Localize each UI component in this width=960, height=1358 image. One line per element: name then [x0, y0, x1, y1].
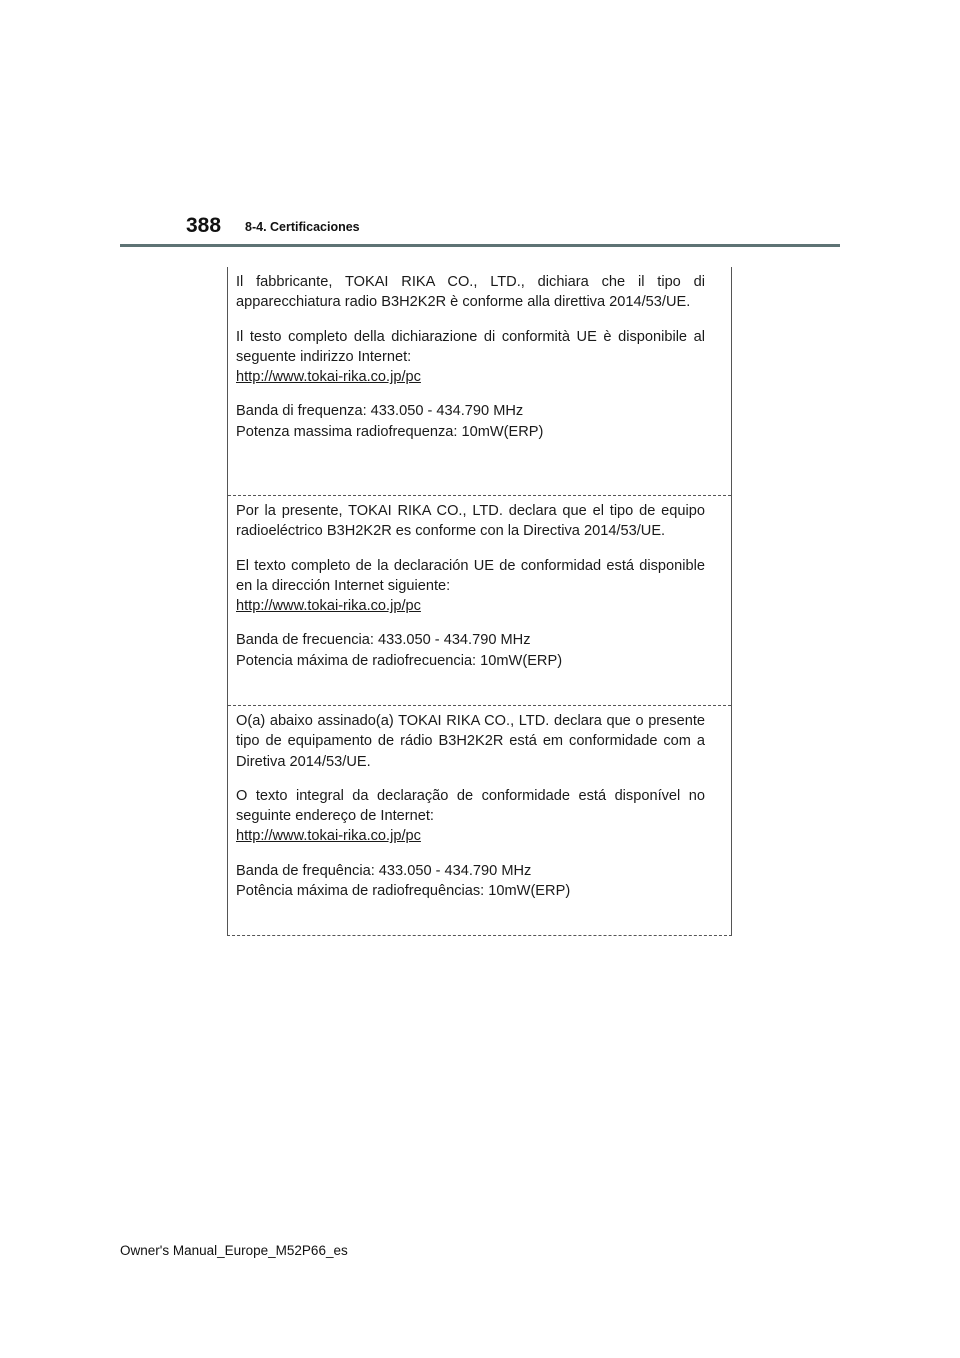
frequency-band: Banda de frecuencia: 433.050 - 434.790 MHz	[236, 632, 531, 649]
certification-box	[227, 267, 732, 936]
certification-italian	[228, 267, 731, 496]
declaration-text: Por la presente, TOKAI RIKA CO., LTD. declara que el tipo de equipo radioeléctrico B3H2K2R es conforme con la Directiva 2014/53/UE.	[236, 503, 705, 540]
footer-manual-id: Owner's Manual_Europe_M52P66_es	[120, 1243, 348, 1258]
declaration-text: O(a) abaixo assinado(a) TOKAI RIKA CO., LTD. declara que o presente tipo de equipamento de rádio B3H2K2R está em conformidade com a Diretiva 2014/53/UE.	[236, 713, 705, 770]
full-text-paragraph	[236, 327, 705, 388]
frequency-band: Banda de frequência: 433.050 - 434.790 MHz	[236, 862, 532, 879]
full-text-line: El texto completo de la declaración UE de conformidad está disponible en la dirección Internet siguiente:	[236, 557, 705, 594]
declaration-link[interactable]: http://www.tokai-rika.co.jp/pc	[236, 598, 421, 615]
full-text-line: Il testo completo della dichiarazione di conformità UE è disponibile al seguente indirizzo Internet:	[236, 328, 705, 365]
declaration-link[interactable]: http://www.tokai-rika.co.jp/pc	[236, 369, 421, 386]
section-title: 8-4. Certificaciones	[245, 220, 360, 234]
certification-portuguese	[228, 706, 731, 935]
declaration-link[interactable]: http://www.tokai-rika.co.jp/pc	[236, 828, 421, 845]
max-power: Potência máxima de radiofrequências: 10mW(ERP)	[236, 883, 571, 900]
radio-specs	[236, 401, 705, 442]
frequency-band: Banda di frequenza: 433.050 - 434.790 MHz	[236, 403, 524, 420]
radio-specs	[236, 861, 705, 902]
full-text-line: O texto integral da declaração de conformidade está disponível no seguinte endereço de Internet:	[236, 787, 705, 825]
full-text-paragraph	[236, 786, 705, 847]
full-text-paragraph	[236, 556, 705, 617]
declaration-text: Il fabbricante, TOKAI RIKA CO., LTD., dichiara che il tipo di apparecchiatura radio B3H2K2R è conforme alla direttiva 2014/53/UE.	[236, 274, 705, 311]
radio-specs	[236, 630, 705, 671]
header-divider	[120, 244, 840, 247]
page-number: 388	[186, 214, 222, 237]
max-power: Potenza massima radiofrequenza: 10mW(ERP)	[236, 423, 544, 440]
certification-spanish	[228, 496, 731, 706]
max-power: Potencia máxima de radiofrecuencia: 10mW(ERP)	[236, 652, 563, 669]
